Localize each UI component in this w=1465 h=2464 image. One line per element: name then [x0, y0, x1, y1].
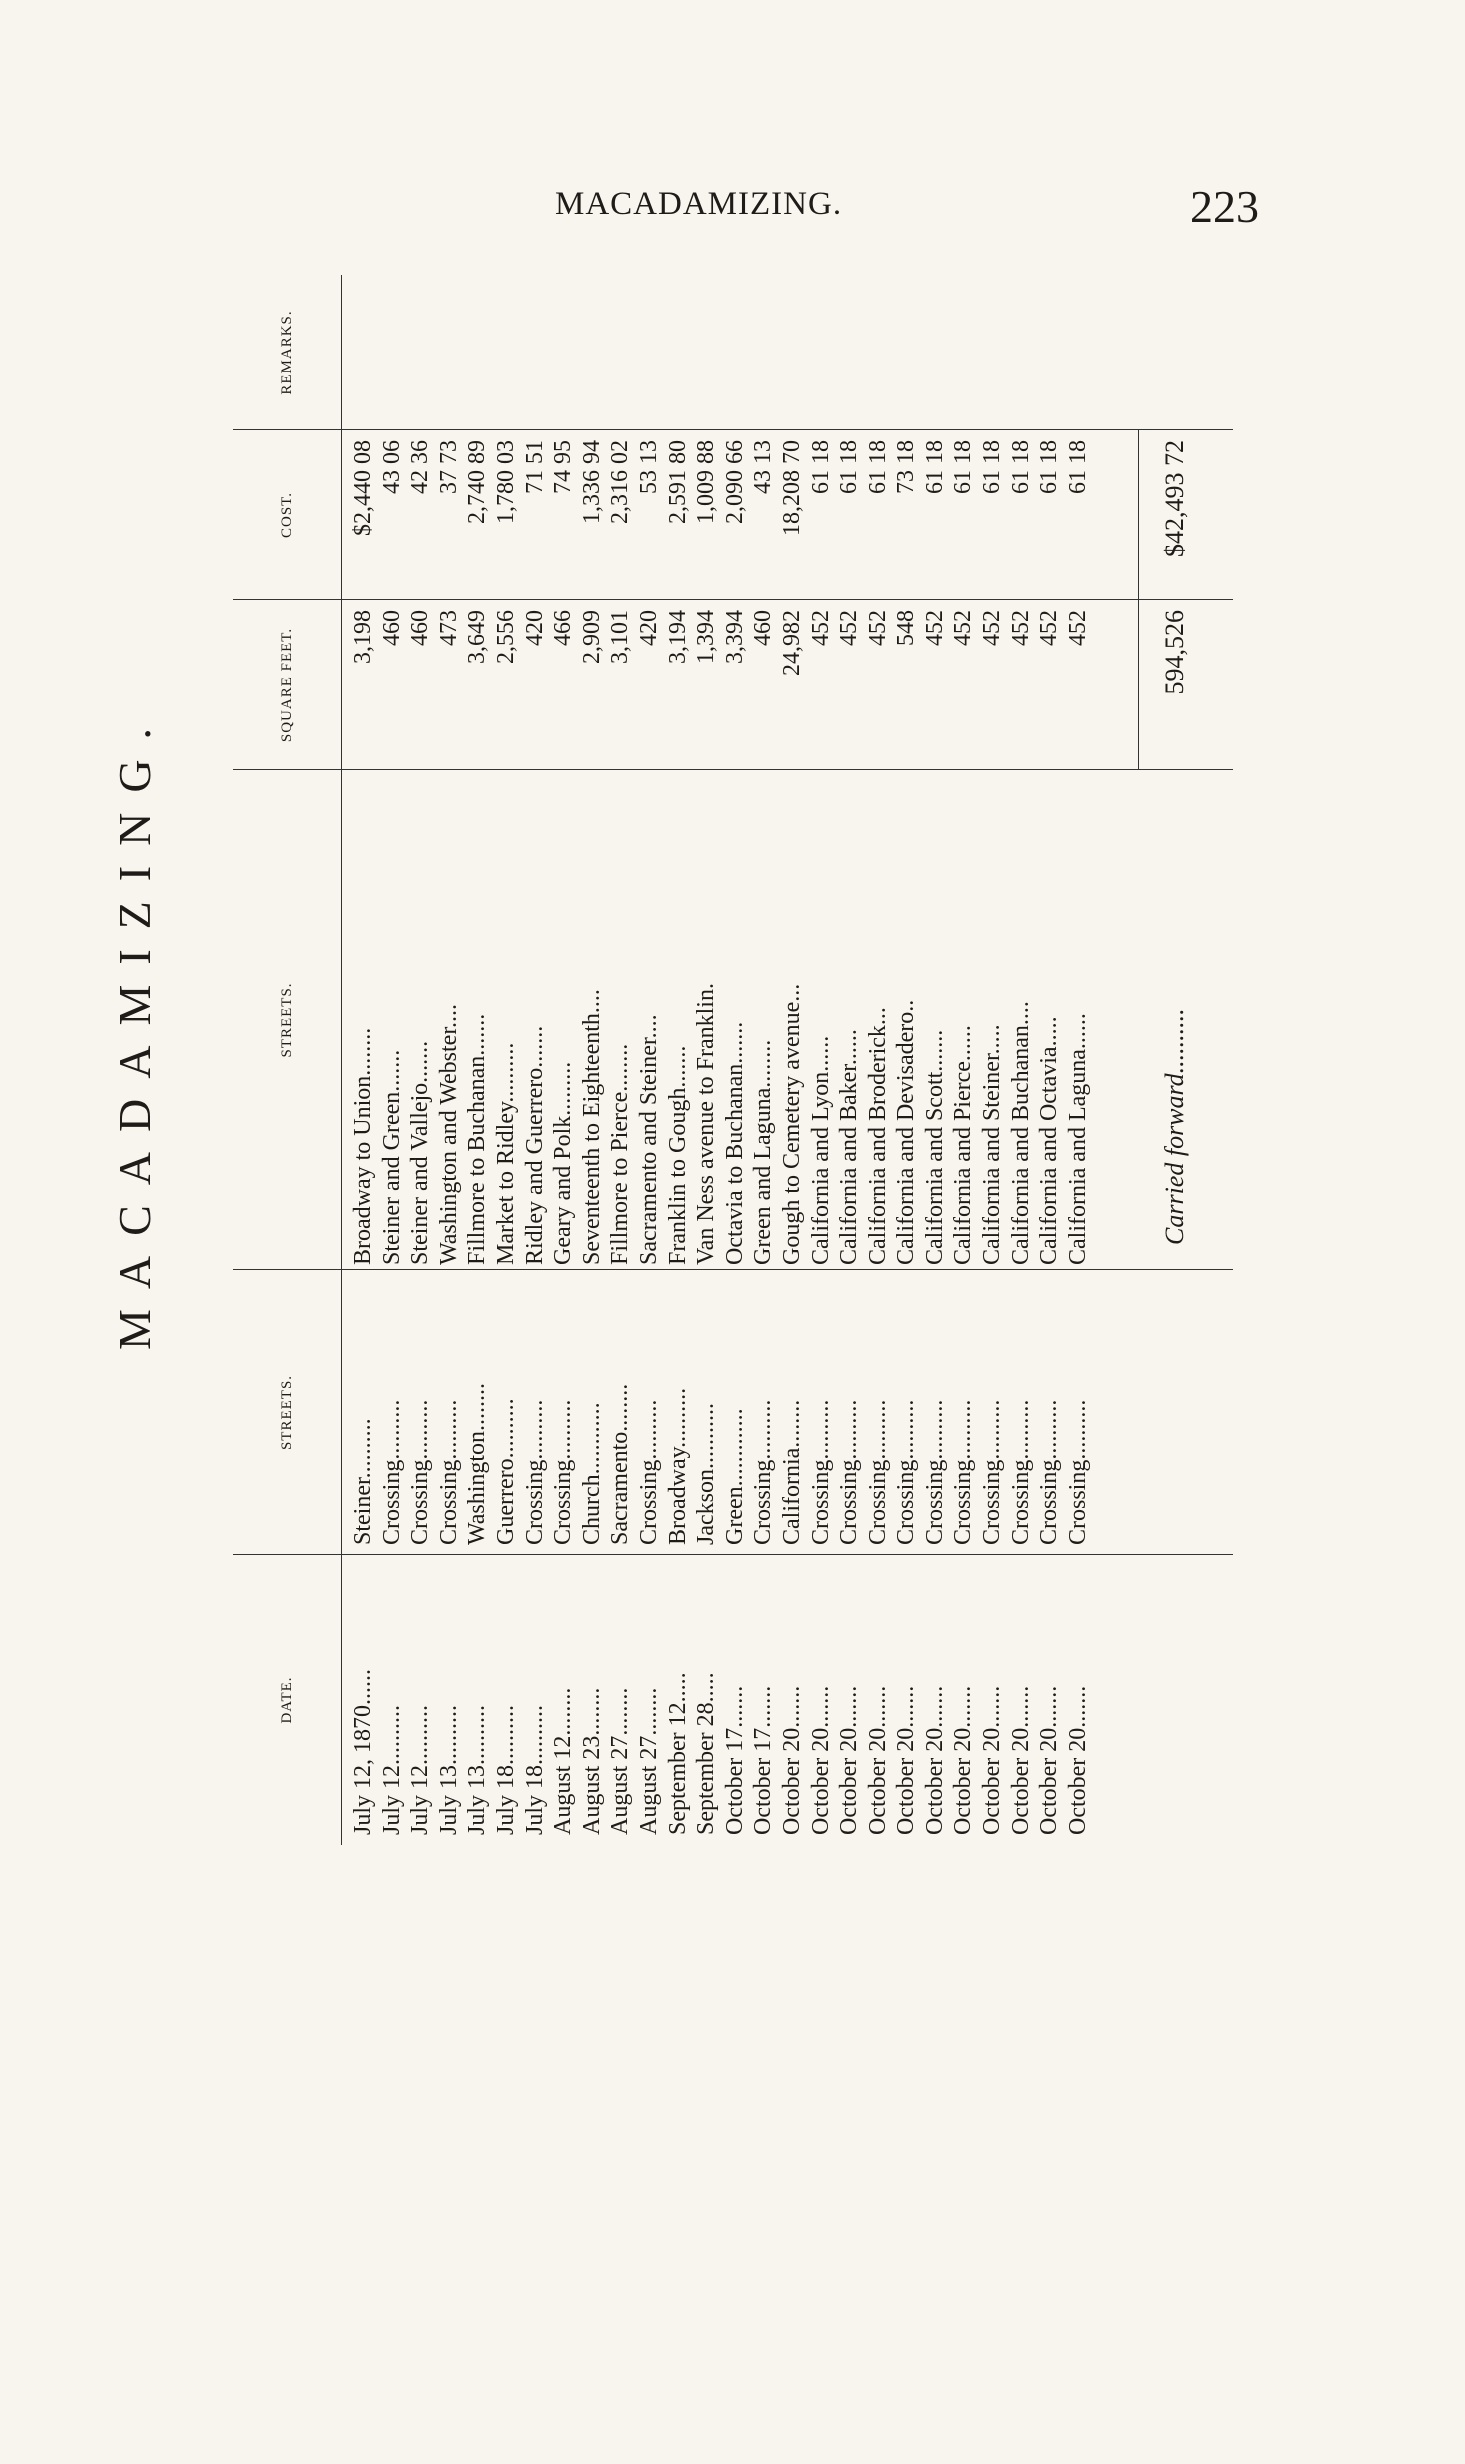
- square-feet-cell: 420: [635, 610, 662, 646]
- cost-cell: 42 36: [407, 440, 434, 494]
- cost-cell: 43 06: [378, 440, 405, 494]
- table-row: [406, 275, 435, 1845]
- square-feet-cell: 24,982: [778, 610, 805, 676]
- street-between-cell: Seventeenth to Eighteenth....: [578, 989, 605, 1265]
- table-row: [892, 275, 921, 1845]
- square-feet-cell: 3,649: [464, 610, 491, 664]
- cost-cell: 1,009 88: [693, 440, 720, 524]
- date-cell: October 17.......: [750, 1685, 777, 1835]
- table-row: [1035, 275, 1064, 1845]
- street-between-cell: Market to Ridley..........: [492, 1042, 519, 1265]
- street-cell: Broadway..........: [664, 1387, 691, 1545]
- cost-cell: 61 18: [1064, 440, 1091, 494]
- date-cell: August 23........: [578, 1687, 605, 1835]
- street-between-cell: Steiner and Green.......: [378, 1049, 405, 1265]
- table-row: [606, 275, 635, 1845]
- street-cell: Crossing..........: [435, 1399, 462, 1545]
- street-between-cell: Gough to Cemetery avenue...: [778, 983, 805, 1265]
- street-between-cell: Octavia to Buchanan.......: [721, 1021, 748, 1265]
- square-feet-cell: 452: [836, 610, 863, 646]
- cost-cell: 74 95: [550, 440, 577, 494]
- date-cell: August 12........: [550, 1687, 577, 1835]
- square-feet-cell: 460: [407, 610, 434, 646]
- square-feet-cell: 548: [893, 610, 920, 646]
- date-cell: October 20.......: [979, 1685, 1006, 1835]
- table-row: [492, 275, 521, 1845]
- cost-cell: 71 51: [521, 440, 548, 494]
- square-feet-cell: 473: [435, 610, 462, 646]
- square-feet-cell: 1,394: [693, 610, 720, 664]
- date-cell: August 27........: [635, 1687, 662, 1835]
- cost-cell: 61 18: [950, 440, 977, 494]
- square-feet-cell: 460: [750, 610, 777, 646]
- street-cell: Crossing..........: [921, 1399, 948, 1545]
- cost-cell: 61 18: [807, 440, 834, 494]
- square-feet-cell: 452: [1064, 610, 1091, 646]
- table-row: [835, 275, 864, 1845]
- cost-cell: $2,440 08: [350, 440, 376, 536]
- cost-cell: 61 18: [979, 440, 1006, 494]
- cost-cell: 73 18: [893, 440, 920, 494]
- street-cell: California........: [778, 1399, 805, 1545]
- date-cell: July 12..........: [378, 1704, 405, 1835]
- date-cell: October 20.......: [1064, 1685, 1091, 1835]
- street-between-cell: Washington and Webster....: [435, 1004, 462, 1265]
- street-between-cell: California and Baker......: [836, 1029, 863, 1265]
- street-cell: Crossing..........: [635, 1399, 662, 1545]
- square-feet-cell: 420: [521, 610, 548, 646]
- date-cell: October 20.......: [950, 1685, 977, 1835]
- square-feet-cell: 460: [378, 610, 405, 646]
- street-cell: Crossing..........: [550, 1399, 577, 1545]
- street-cell: Jackson...........: [693, 1403, 720, 1545]
- date-cell: October 20.......: [807, 1685, 834, 1835]
- cost-cell: 2,591 80: [664, 440, 691, 524]
- table-row: [521, 275, 550, 1845]
- date-cell: July 13..........: [435, 1704, 462, 1835]
- col-header-square-feet: SQUARE FEET.: [278, 627, 295, 743]
- cost-cell: 61 18: [1007, 440, 1034, 494]
- table-row: [978, 275, 1007, 1845]
- side-title: MACADAMIZING.: [109, 707, 160, 1350]
- col-header-streets-between: STREETS.: [278, 982, 295, 1058]
- table-header: [233, 275, 342, 1845]
- street-between-cell: Steiner and Vallejo.......: [407, 1040, 434, 1265]
- street-between-cell: Geary and Polk.........: [550, 1061, 577, 1265]
- street-between-cell: California and Broderick...: [864, 1007, 891, 1265]
- square-feet-cell: 452: [807, 610, 834, 646]
- table-row: [378, 275, 407, 1845]
- col-header-cost: COST.: [278, 492, 295, 538]
- street-between-cell: California and Buchanan....: [1007, 1001, 1034, 1265]
- table-row: [349, 275, 378, 1845]
- street-between-cell: Fillmore to Pierce........: [607, 1043, 634, 1265]
- street-between-cell: Ridley and Guerrero.......: [521, 1025, 548, 1265]
- total-rule: [1138, 430, 1139, 770]
- page-header: [0, 180, 1465, 230]
- street-between-cell: California and Devisadero..: [893, 999, 920, 1265]
- col-header-remarks: REMARKS.: [278, 310, 295, 395]
- square-feet-cell: 452: [950, 610, 977, 646]
- carried-forward-row: [1148, 275, 1208, 1845]
- cost-cell: 61 18: [864, 440, 891, 494]
- table-row: [807, 275, 836, 1845]
- table-row: [1007, 275, 1036, 1845]
- square-feet-cell: 452: [1007, 610, 1034, 646]
- table-row: [749, 275, 778, 1845]
- square-feet-cell: 452: [864, 610, 891, 646]
- street-between-cell: Van Ness avenue to Franklin.: [693, 983, 720, 1265]
- table-body: [349, 275, 1092, 1845]
- street-between-cell: California and Steiner.....: [979, 1024, 1006, 1265]
- table-row: [921, 275, 950, 1845]
- date-cell: September 28.....: [693, 1672, 720, 1835]
- street-cell: Church............: [578, 1402, 605, 1545]
- square-feet-cell: 2,909: [578, 610, 605, 664]
- table-row: [664, 275, 693, 1845]
- cost-cell: 61 18: [921, 440, 948, 494]
- col-header-date: DATE.: [278, 1676, 295, 1724]
- street-cell: Guerrero..........: [492, 1398, 519, 1545]
- cost-cell: 1,780 03: [492, 440, 519, 524]
- date-cell: October 20.......: [893, 1685, 920, 1835]
- table-row: [578, 275, 607, 1845]
- square-feet-cell: 452: [979, 610, 1006, 646]
- date-cell: October 20.......: [864, 1685, 891, 1835]
- cost-cell: 2,316 02: [607, 440, 634, 524]
- square-feet-cell: 3,198: [350, 610, 376, 664]
- cost-cell: 18,208 70: [778, 440, 805, 536]
- table-row: [463, 275, 492, 1845]
- street-cell: Crossing..........: [378, 1399, 405, 1545]
- table-row: [1064, 275, 1093, 1845]
- total-square-feet: 594,526: [1160, 610, 1189, 695]
- square-feet-cell: 3,394: [721, 610, 748, 664]
- table-row: [435, 275, 464, 1845]
- square-feet-cell: 3,194: [664, 610, 691, 664]
- street-cell: Washington........: [464, 1382, 491, 1545]
- square-feet-cell: 3,101: [607, 610, 634, 664]
- cost-cell: 2,740 89: [464, 440, 491, 524]
- table-row: [692, 275, 721, 1845]
- street-between-cell: Fillmore to Buchanan.......: [464, 1013, 491, 1265]
- date-cell: September 12.....: [664, 1672, 691, 1835]
- total-cost: $42,493 72: [1160, 440, 1189, 557]
- cost-cell: 53 13: [635, 440, 662, 494]
- date-cell: October 20.......: [1036, 1685, 1063, 1835]
- street-cell: Crossing..........: [836, 1399, 863, 1545]
- street-cell: Crossing..........: [1036, 1399, 1063, 1545]
- street-between-cell: California and Laguna......: [1064, 1013, 1091, 1265]
- date-cell: July 12..........: [407, 1704, 434, 1835]
- date-cell: July 12, 1870......: [350, 1668, 376, 1835]
- cost-cell: 43 13: [750, 440, 777, 494]
- table-row: [778, 275, 807, 1845]
- street-between-cell: California and Pierce......: [950, 1025, 977, 1265]
- date-cell: July 18..........: [521, 1704, 548, 1835]
- street-between-cell: California and Octavia.....: [1036, 1016, 1063, 1265]
- date-cell: August 27........: [607, 1687, 634, 1835]
- street-between-cell: Sacramento and Steiner....: [635, 1014, 662, 1265]
- street-cell: Crossing..........: [893, 1399, 920, 1545]
- date-cell: July 18..........: [492, 1704, 519, 1835]
- cost-cell: 61 18: [836, 440, 863, 494]
- street-between-cell: California and Scott.......: [921, 1029, 948, 1265]
- square-feet-cell: 466: [550, 610, 577, 646]
- date-cell: July 13..........: [464, 1704, 491, 1835]
- street-cell: Steiner..........: [350, 1418, 376, 1545]
- carried-forward-label: Carried forward..........: [1160, 1008, 1189, 1245]
- street-cell: Sacramento........: [607, 1383, 634, 1545]
- date-cell: October 20.......: [921, 1685, 948, 1835]
- street-cell: Green.............: [721, 1408, 748, 1545]
- table-row: [549, 275, 578, 1845]
- street-cell: Crossing..........: [979, 1399, 1006, 1545]
- street-between-cell: Green and Laguna........: [750, 1039, 777, 1265]
- street-cell: Crossing..........: [807, 1399, 834, 1545]
- street-cell: Crossing..........: [407, 1399, 434, 1545]
- square-feet-cell: 2,556: [492, 610, 519, 664]
- date-cell: October 20.......: [1007, 1685, 1034, 1835]
- square-feet-cell: 452: [1036, 610, 1063, 646]
- running-title: MACADAMIZING.: [555, 186, 843, 222]
- square-feet-cell: 452: [921, 610, 948, 646]
- date-cell: October 17.......: [721, 1685, 748, 1835]
- street-between-cell: Broadway to Union........: [350, 1027, 376, 1265]
- cost-cell: 1,336 94: [578, 440, 605, 524]
- street-cell: Crossing..........: [521, 1399, 548, 1545]
- table-row: [949, 275, 978, 1845]
- date-cell: October 20.......: [836, 1685, 863, 1835]
- street-between-cell: Franklin to Gough.......: [664, 1045, 691, 1265]
- street-between-cell: California and Lyon......: [807, 1035, 834, 1265]
- date-cell: October 20.......: [778, 1685, 805, 1835]
- table-row: [721, 275, 750, 1845]
- street-cell: Crossing..........: [1007, 1399, 1034, 1545]
- street-cell: Crossing..........: [864, 1399, 891, 1545]
- cost-cell: 61 18: [1036, 440, 1063, 494]
- street-cell: Crossing..........: [950, 1399, 977, 1545]
- col-header-streets: STREETS.: [278, 1374, 295, 1451]
- cost-cell: 37 73: [435, 440, 462, 494]
- page-number: 223: [1190, 181, 1259, 232]
- cost-cell: 2,090 66: [721, 440, 748, 524]
- street-cell: Crossing..........: [1064, 1399, 1091, 1545]
- street-cell: Crossing..........: [750, 1399, 777, 1545]
- table-row: [864, 275, 893, 1845]
- macadamizing-table: [233, 275, 1233, 1845]
- table-row: [635, 275, 664, 1845]
